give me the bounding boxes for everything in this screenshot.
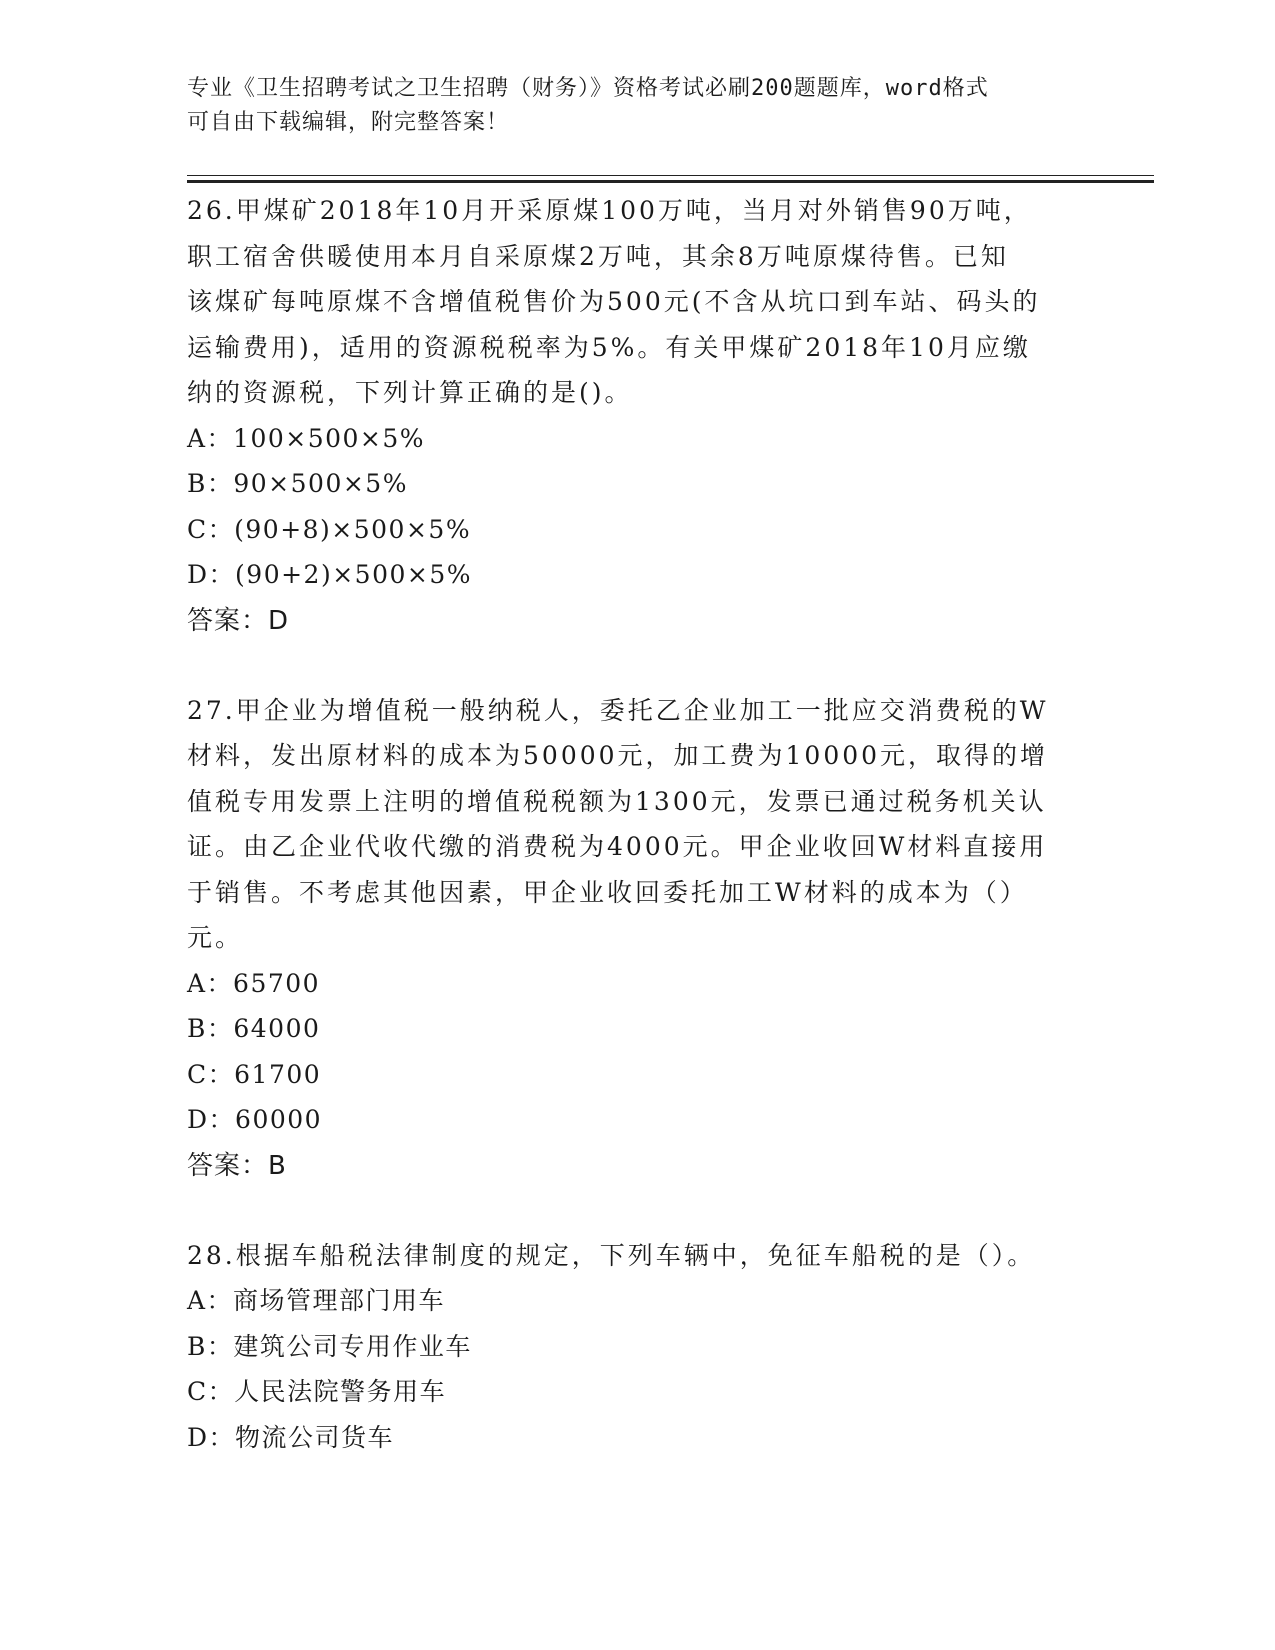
question-28 bbox=[187, 1233, 1087, 1461]
question-text-line: 运输费用)，适用的资源税税率为5%。有关甲煤矿2018年10月应缴 bbox=[187, 332, 1031, 362]
header-divider-thin bbox=[187, 175, 1154, 176]
question-list bbox=[187, 188, 1087, 1460]
question-text-line: 28.根据车船税法律制度的规定，下列车辆中，免征车船税的是（）。 bbox=[187, 1240, 1036, 1270]
question-text-line: 该煤矿每吨原煤不含增值税售价为500元(不含从坑口到车站、码头的 bbox=[187, 287, 1041, 316]
question-text-line: 纳的资源税，下列计算正确的是()。 bbox=[187, 378, 633, 407]
question-text-line: 材料，发出原材料的成本为50000元，加工费为10000元，取得的增 bbox=[187, 741, 1049, 770]
question-text-line: 元。 bbox=[187, 923, 244, 952]
option-a: A：商场管理部门用车 bbox=[187, 1286, 446, 1315]
question-spacer bbox=[187, 1189, 1087, 1233]
answer-label: 答案：B bbox=[187, 1150, 287, 1181]
question-text-line: 于销售。不考虑其他因素，甲企业收回委托加工W材料的成本为（） bbox=[187, 877, 1028, 907]
answer-label: 答案：D bbox=[187, 605, 290, 636]
header-title-line-2: 可自由下载编辑，附完整答案！ bbox=[187, 110, 510, 135]
question-text-line: 证。由乙企业代收代缴的消费税为4000元。甲企业收回W材料直接用 bbox=[187, 832, 1048, 861]
question-27 bbox=[187, 688, 1087, 1189]
document-header bbox=[187, 72, 1087, 140]
option-a: A：65700 bbox=[187, 968, 321, 998]
option-b: B：90×500×5% bbox=[187, 469, 408, 498]
option-d: D：(90+2)×500×5% bbox=[187, 560, 472, 589]
option-b: B：64000 bbox=[187, 1014, 321, 1043]
option-c: C：(90+8)×500×5% bbox=[187, 514, 472, 544]
header-divider-thick bbox=[187, 180, 1154, 183]
option-c: C：人民法院警务用车 bbox=[187, 1377, 447, 1406]
option-a: A：100×500×5% bbox=[187, 423, 426, 453]
question-text-line: 值税专用发票上注明的增值税税额为1300元，发票已通过税务机关认 bbox=[187, 786, 1047, 816]
option-b: B：建筑公司专用作业车 bbox=[187, 1331, 472, 1361]
question-26 bbox=[187, 188, 1087, 644]
question-spacer bbox=[187, 644, 1087, 688]
option-d: D：60000 bbox=[187, 1105, 323, 1134]
option-c: C：61700 bbox=[187, 1059, 322, 1089]
question-text-line: 27.甲企业为增值税一般纳税人，委托乙企业加工一批应交消费税的W bbox=[187, 695, 1049, 725]
question-text-line: 26.甲煤矿2018年10月开采原煤100万吨，当月对外销售90万吨， bbox=[187, 196, 1032, 225]
header-title-line-1: 专业《卫生招聘考试之卫生招聘（财务）》资格考试必刷200题题库，word格式 bbox=[187, 76, 989, 101]
question-text-line: 职工宿舍供暖使用本月自采原煤2万吨，其余8万吨原煤待售。已知 bbox=[187, 241, 1009, 271]
option-d: D：物流公司货车 bbox=[187, 1422, 395, 1452]
